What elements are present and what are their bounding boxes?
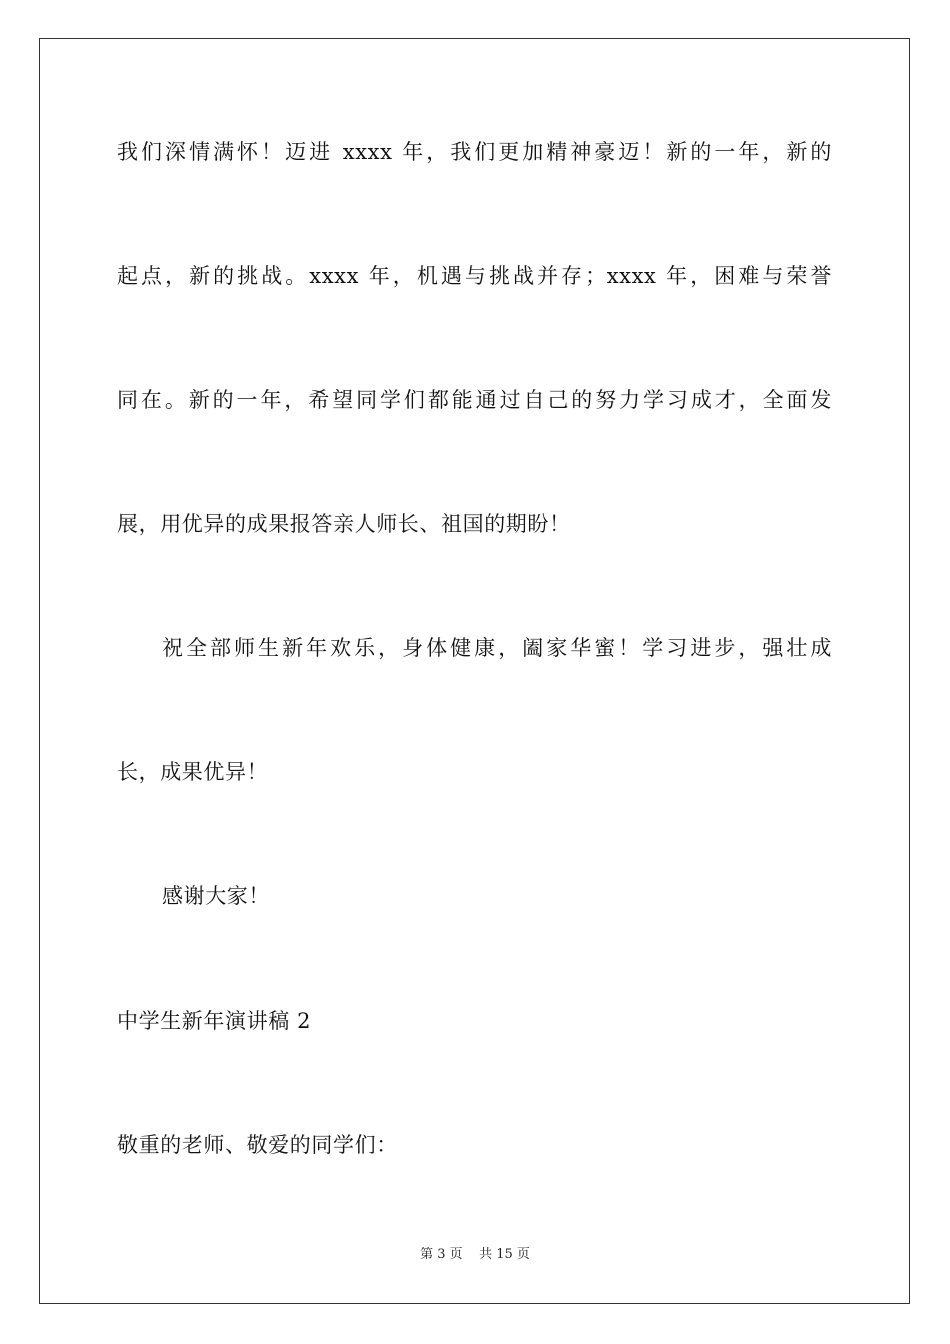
paragraph-line-5: 祝全部师生新年欢乐，身体健康，阖家华蜜！学习进步，强壮成 <box>162 636 832 660</box>
page-border <box>39 38 910 1304</box>
paragraph-line-2: 起点，新的挑战。xxxx 年，机遇与挑战并存；xxxx 年，困难与荣誉 <box>117 264 832 288</box>
paragraph-line-1: 我们深情满怀！迈进 xxxx 年，我们更加精神豪迈！新的一年，新的 <box>117 140 832 164</box>
paragraph-line-6: 长，成果优异！ <box>117 760 269 784</box>
page-number-footer: 第 3 页 共 15 页 <box>420 1247 530 1262</box>
section-heading: 中学生新年演讲稿 2 <box>117 1009 312 1033</box>
paragraph-line-3: 同在。新的一年，希望同学们都能通过自己的努力学习成才，全面发 <box>117 388 832 412</box>
salutation-line: 敬重的老师、敬爱的同学们： <box>117 1133 398 1157</box>
closing-line: 感谢大家！ <box>162 884 270 908</box>
paragraph-line-4: 展，用优异的成果报答亲人师长、祖国的期盼！ <box>117 512 571 536</box>
